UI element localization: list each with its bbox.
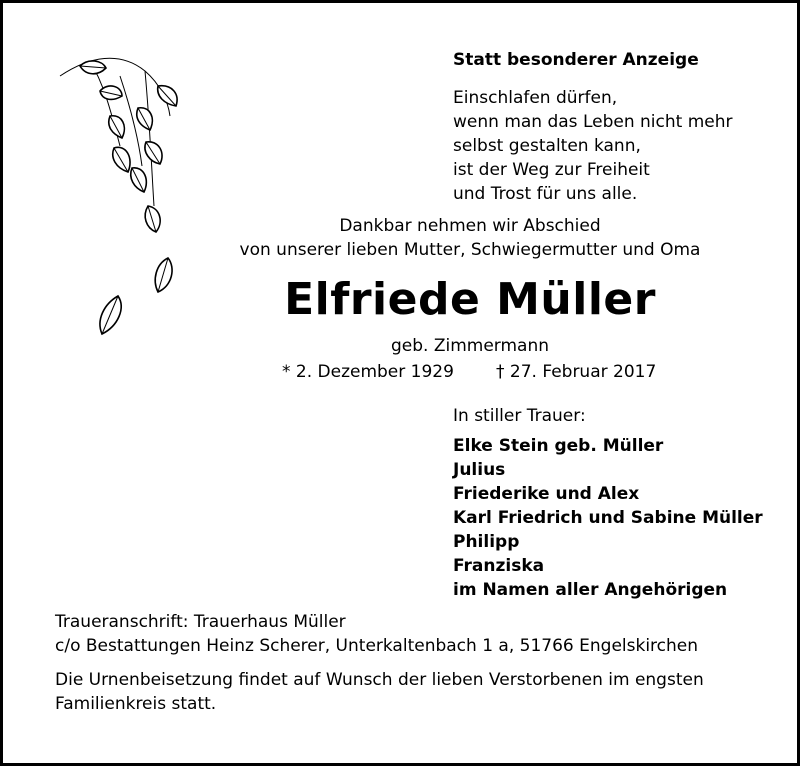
birth-date: * 2. Dezember 1929 [282,362,454,382]
leaf-2 [100,86,122,99]
birth-name: geb. Zimmermann [390,336,549,356]
poem-line: selbst gestalten kann, [453,136,641,156]
mourners-heading: In stiller Trauer: [453,406,586,426]
death-date: † 27. Februar 2017 [496,362,657,382]
leaf-3 [158,86,177,106]
intro-line: Dankbar nehmen wir Abschied [339,216,601,236]
poem-line: ist der Weg zur Freiheit [453,160,650,180]
mourner-name: Julius [453,460,506,480]
notice-line: Die Urnenbeisetzung findet auf Wunsch der lieben Verstorbenen im engsten [55,670,704,690]
leaf-7 [145,142,162,164]
funeral-address [55,610,698,658]
notice-header: Statt besonderer Anzeige [453,50,699,70]
mourner-name: im Namen aller Angehörigen [453,580,728,600]
burial-notice [55,668,704,716]
leaf-4 [109,116,125,138]
mourners-list [453,434,763,602]
leaf-11 [100,296,121,334]
deceased-name: Elfriede Müller [284,274,656,325]
leaf-1 [80,61,106,74]
leaf-10 [155,258,172,292]
address-line: Traueranschrift: Trauerhaus Müller [55,612,346,632]
poem-line: wenn man das Leben nicht mehr [453,112,733,132]
birch-branch-illustration [50,46,190,346]
poem-line: und Trost für uns alle. [453,184,638,204]
leaf-6 [113,147,130,172]
address-line: c/o Bestattungen Heinz Scherer, Unterkaltenbach 1 a, 51766 Engelskirchen [55,636,699,656]
intro-line: von unserer lieben Mutter, Schwiegermutter und Oma [239,240,701,260]
mourner-name: Franziska [453,556,545,576]
poem [453,86,732,206]
intro [200,214,740,262]
mourner-name: Karl Friedrich und Sabine Müller [453,508,763,528]
leaf-5 [137,108,153,130]
notice-line: Familienkreis statt. [55,694,217,714]
mourner-name: Friederike und Alex [453,484,640,504]
mourner-name: Philipp [453,532,520,552]
poem-line: Einschlafen dürfen, [453,88,618,108]
leaf-8 [131,168,147,192]
mourner-name: Elke Stein geb. Müller [453,436,664,456]
leaf-9 [145,206,160,232]
